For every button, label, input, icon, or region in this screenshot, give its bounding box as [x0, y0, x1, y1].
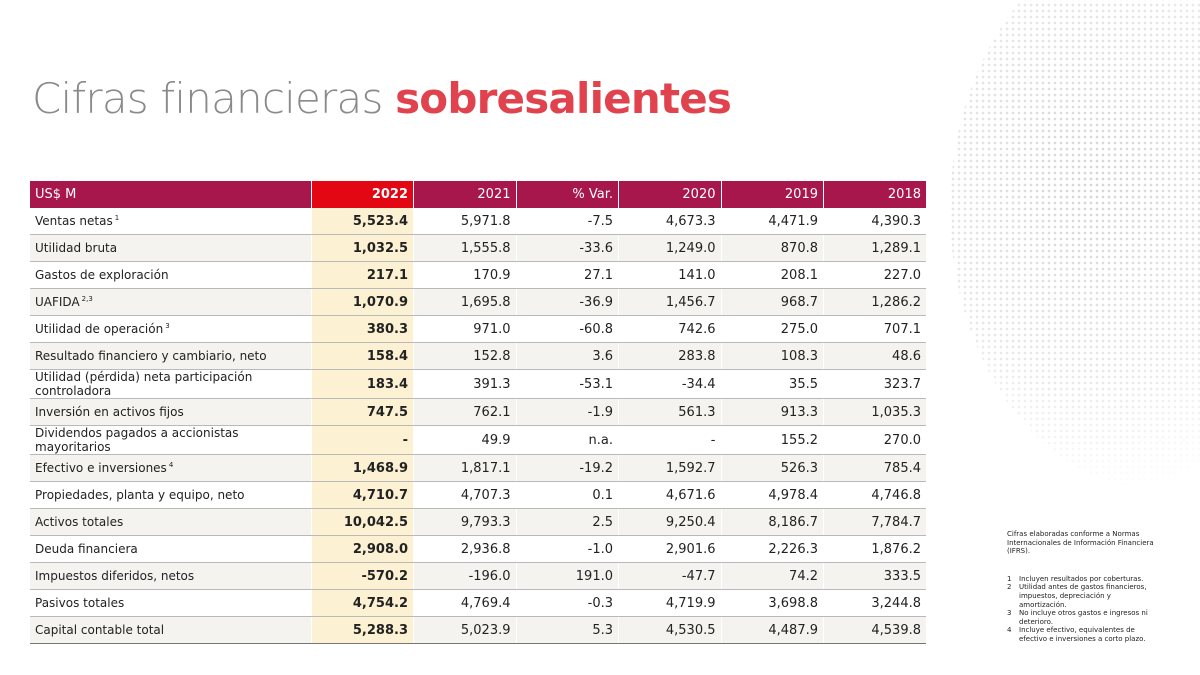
cell-value: 2,936.8: [414, 536, 517, 563]
cell-value: 35.5: [721, 370, 824, 399]
financial-table: [30, 181, 926, 644]
cell-value: 9,793.3: [414, 509, 517, 536]
cell-value: 5,023.9: [414, 617, 517, 644]
cell-value: 2,226.3: [721, 536, 824, 563]
cell-value: 707.1: [824, 316, 927, 343]
footnote-text: Incluyen resultados por coberturas.: [1019, 574, 1144, 583]
notes-intro: Cifras elaboradas conforme a Normas Internacionales de Información Financiera (IFRS).: [1007, 530, 1154, 556]
row-label: [30, 316, 311, 343]
cell-2022: 1,032.5: [311, 235, 414, 262]
table-header: [30, 181, 926, 208]
cell-value: 323.7: [824, 370, 927, 399]
cell-value: 561.3: [619, 399, 722, 426]
row-label-text: Utilidad de operación: [35, 322, 164, 336]
cell-value: 4,530.5: [619, 617, 722, 644]
cell-value: -47.7: [619, 563, 722, 590]
cell-value: 49.9: [414, 426, 517, 455]
row-label: [30, 262, 311, 289]
cell-value: 333.5: [824, 563, 927, 590]
table-row: [30, 262, 926, 289]
footnote-item: [1007, 609, 1157, 626]
table-row: [30, 509, 926, 536]
cell-value: 275.0: [721, 316, 824, 343]
table-row: [30, 426, 926, 455]
cell-value: 2,901.6: [619, 536, 722, 563]
notes-panel: [1007, 530, 1157, 644]
cell-value: 227.0: [824, 262, 927, 289]
cell-value: 3,244.8: [824, 590, 927, 617]
header-unit: US$ M: [30, 181, 311, 208]
row-label: [30, 509, 311, 536]
row-label: [30, 235, 311, 262]
row-label-text: Dividendos pagados a accionistas mayoritarios: [35, 426, 239, 454]
page-title: [32, 74, 731, 123]
cell-2022: 4,710.7: [311, 482, 414, 509]
cell-value: 170.9: [414, 262, 517, 289]
cell-value: 4,671.6: [619, 482, 722, 509]
cell-value: 1,592.7: [619, 455, 722, 482]
footnote-marker: 3: [165, 322, 170, 330]
cell-value: 4,673.3: [619, 208, 722, 235]
row-label: [30, 536, 311, 563]
cell-value: 391.3: [414, 370, 517, 399]
header-col: 2020: [619, 181, 722, 208]
cell-value: 8,186.7: [721, 509, 824, 536]
cell-value: -60.8: [516, 316, 619, 343]
cell-value: -19.2: [516, 455, 619, 482]
footnote-number: 4: [1007, 626, 1012, 635]
footnote-marker: 2,3: [81, 295, 93, 303]
cell-2022: 1,468.9: [311, 455, 414, 482]
cell-value: 971.0: [414, 316, 517, 343]
title-part-1: Cifras financieras: [32, 74, 383, 123]
cell-value: 48.6: [824, 343, 927, 370]
footnote-text: Utilidad antes de gastos financieros, impuestos, depreciación y amortización.: [1019, 583, 1147, 609]
cell-value: 208.1: [721, 262, 824, 289]
title-part-2: sobresalientes: [395, 74, 732, 123]
cell-value: 4,390.3: [824, 208, 927, 235]
header-col: % Var.: [516, 181, 619, 208]
table-row: [30, 590, 926, 617]
table-row: [30, 536, 926, 563]
cell-value: 1,695.8: [414, 289, 517, 316]
cell-2022: -570.2: [311, 563, 414, 590]
cell-value: 742.6: [619, 316, 722, 343]
cell-value: 191.0: [516, 563, 619, 590]
cell-value: 141.0: [619, 262, 722, 289]
cell-value: 526.3: [721, 455, 824, 482]
cell-value: 1,555.8: [414, 235, 517, 262]
row-label-text: Utilidad bruta: [35, 241, 118, 255]
footnote-item: [1007, 583, 1157, 609]
row-label: [30, 399, 311, 426]
cell-value: 1,286.2: [824, 289, 927, 316]
cell-value: 0.1: [516, 482, 619, 509]
cell-value: 3,698.8: [721, 590, 824, 617]
table-body: [30, 208, 926, 644]
cell-value: 270.0: [824, 426, 927, 455]
cell-2022: 10,042.5: [311, 509, 414, 536]
cell-value: -7.5: [516, 208, 619, 235]
cell-2022: 5,523.4: [311, 208, 414, 235]
cell-2022: 158.4: [311, 343, 414, 370]
row-label-text: Deuda financiera: [35, 542, 138, 556]
cell-value: 870.8: [721, 235, 824, 262]
table-row: [30, 235, 926, 262]
cell-value: -33.6: [516, 235, 619, 262]
row-label-text: Pasivos totales: [35, 596, 125, 610]
header-row: [30, 181, 926, 208]
cell-value: -36.9: [516, 289, 619, 316]
footnotes-list: [1007, 575, 1157, 644]
header-col: 2021: [414, 181, 517, 208]
cell-value: 1,035.3: [824, 399, 927, 426]
cell-2022: 217.1: [311, 262, 414, 289]
table-row: [30, 482, 926, 509]
footnote-item: [1007, 575, 1157, 584]
cell-2022: 5,288.3: [311, 617, 414, 644]
cell-value: 152.8: [414, 343, 517, 370]
cell-value: 5.3: [516, 617, 619, 644]
footnote-item: [1007, 626, 1157, 643]
row-label-text: UAFIDA: [35, 295, 80, 309]
footnote-text: Incluye efectivo, equivalentes de efectivo e inversiones a corto plazo.: [1019, 626, 1146, 643]
header-col: 2018: [824, 181, 927, 208]
row-label-text: Propiedades, planta y equipo, neto: [35, 488, 245, 502]
row-label-text: Inversión en activos fijos: [35, 405, 184, 419]
table-row: [30, 617, 926, 644]
table-row: [30, 455, 926, 482]
cell-value: -34.4: [619, 370, 722, 399]
row-label: [30, 343, 311, 370]
cell-2022: 1,070.9: [311, 289, 414, 316]
row-label: [30, 208, 311, 235]
cell-2022: 2,908.0: [311, 536, 414, 563]
footnote-number: 2: [1007, 583, 1012, 592]
header-col: 2019: [721, 181, 824, 208]
cell-value: 7,784.7: [824, 509, 927, 536]
halftone-decoration: [950, 0, 1200, 490]
cell-value: -1.0: [516, 536, 619, 563]
cell-value: 4,746.8: [824, 482, 927, 509]
row-label: [30, 617, 311, 644]
row-label: [30, 482, 311, 509]
row-label-text: Resultado financiero y cambiario, neto: [35, 349, 267, 363]
cell-value: 155.2: [721, 426, 824, 455]
cell-value: 785.4: [824, 455, 927, 482]
cell-value: -53.1: [516, 370, 619, 399]
cell-value: 4,978.4: [721, 482, 824, 509]
table-row: [30, 399, 926, 426]
cell-value: 5,971.8: [414, 208, 517, 235]
cell-value: 4,769.4: [414, 590, 517, 617]
footnote-marker: 4: [168, 461, 174, 469]
cell-value: 27.1: [516, 262, 619, 289]
cell-value: 4,707.3: [414, 482, 517, 509]
cell-value: 1,817.1: [414, 455, 517, 482]
table-row: [30, 343, 926, 370]
row-label: [30, 426, 311, 455]
cell-value: 2.5: [516, 509, 619, 536]
footnote-number: 1: [1007, 574, 1012, 583]
cell-value: 1,876.2: [824, 536, 927, 563]
row-label-text: Efectivo e inversiones: [35, 461, 167, 475]
cell-value: 74.2: [721, 563, 824, 590]
cell-2022: 747.5: [311, 399, 414, 426]
row-label-text: Gastos de exploración: [35, 268, 169, 282]
cell-2022: 183.4: [311, 370, 414, 399]
row-label: [30, 455, 311, 482]
footnote-marker: 1: [114, 214, 120, 222]
cell-value: 4,471.9: [721, 208, 824, 235]
cell-value: 9,250.4: [619, 509, 722, 536]
cell-2022: 4,754.2: [311, 590, 414, 617]
cell-value: 1,456.7: [619, 289, 722, 316]
cell-value: -: [619, 426, 722, 455]
table-row: [30, 563, 926, 590]
cell-value: -1.9: [516, 399, 619, 426]
cell-value: 4,719.9: [619, 590, 722, 617]
cell-value: 968.7: [721, 289, 824, 316]
row-label-text: Ventas netas: [35, 214, 113, 228]
row-label-text: Utilidad (pérdida) neta participación controladora: [35, 370, 253, 398]
table-row: [30, 208, 926, 235]
cell-value: 283.8: [619, 343, 722, 370]
footnote-number: 3: [1007, 609, 1012, 618]
cell-value: -0.3: [516, 590, 619, 617]
row-label: [30, 370, 311, 399]
cell-value: 913.3: [721, 399, 824, 426]
row-label: [30, 289, 311, 316]
row-label-text: Activos totales: [35, 515, 124, 529]
cell-value: 4,539.8: [824, 617, 927, 644]
row-label-text: Capital contable total: [35, 623, 165, 637]
row-label: [30, 590, 311, 617]
row-label-text: Impuestos diferidos, netos: [35, 569, 195, 583]
table-row: [30, 289, 926, 316]
header-2022-highlight: 2022: [311, 181, 414, 208]
cell-value: 108.3: [721, 343, 824, 370]
table-row: [30, 370, 926, 399]
row-label: [30, 563, 311, 590]
cell-value: n.a.: [516, 426, 619, 455]
table-row: [30, 316, 926, 343]
cell-value: 4,487.9: [721, 617, 824, 644]
cell-value: 1,289.1: [824, 235, 927, 262]
cell-value: 762.1: [414, 399, 517, 426]
cell-2022: -: [311, 426, 414, 455]
cell-2022: 380.3: [311, 316, 414, 343]
footnote-text: No incluye otros gastos e ingresos ni deterioro.: [1019, 609, 1148, 626]
cell-value: -196.0: [414, 563, 517, 590]
cell-value: 3.6: [516, 343, 619, 370]
cell-value: 1,249.0: [619, 235, 722, 262]
